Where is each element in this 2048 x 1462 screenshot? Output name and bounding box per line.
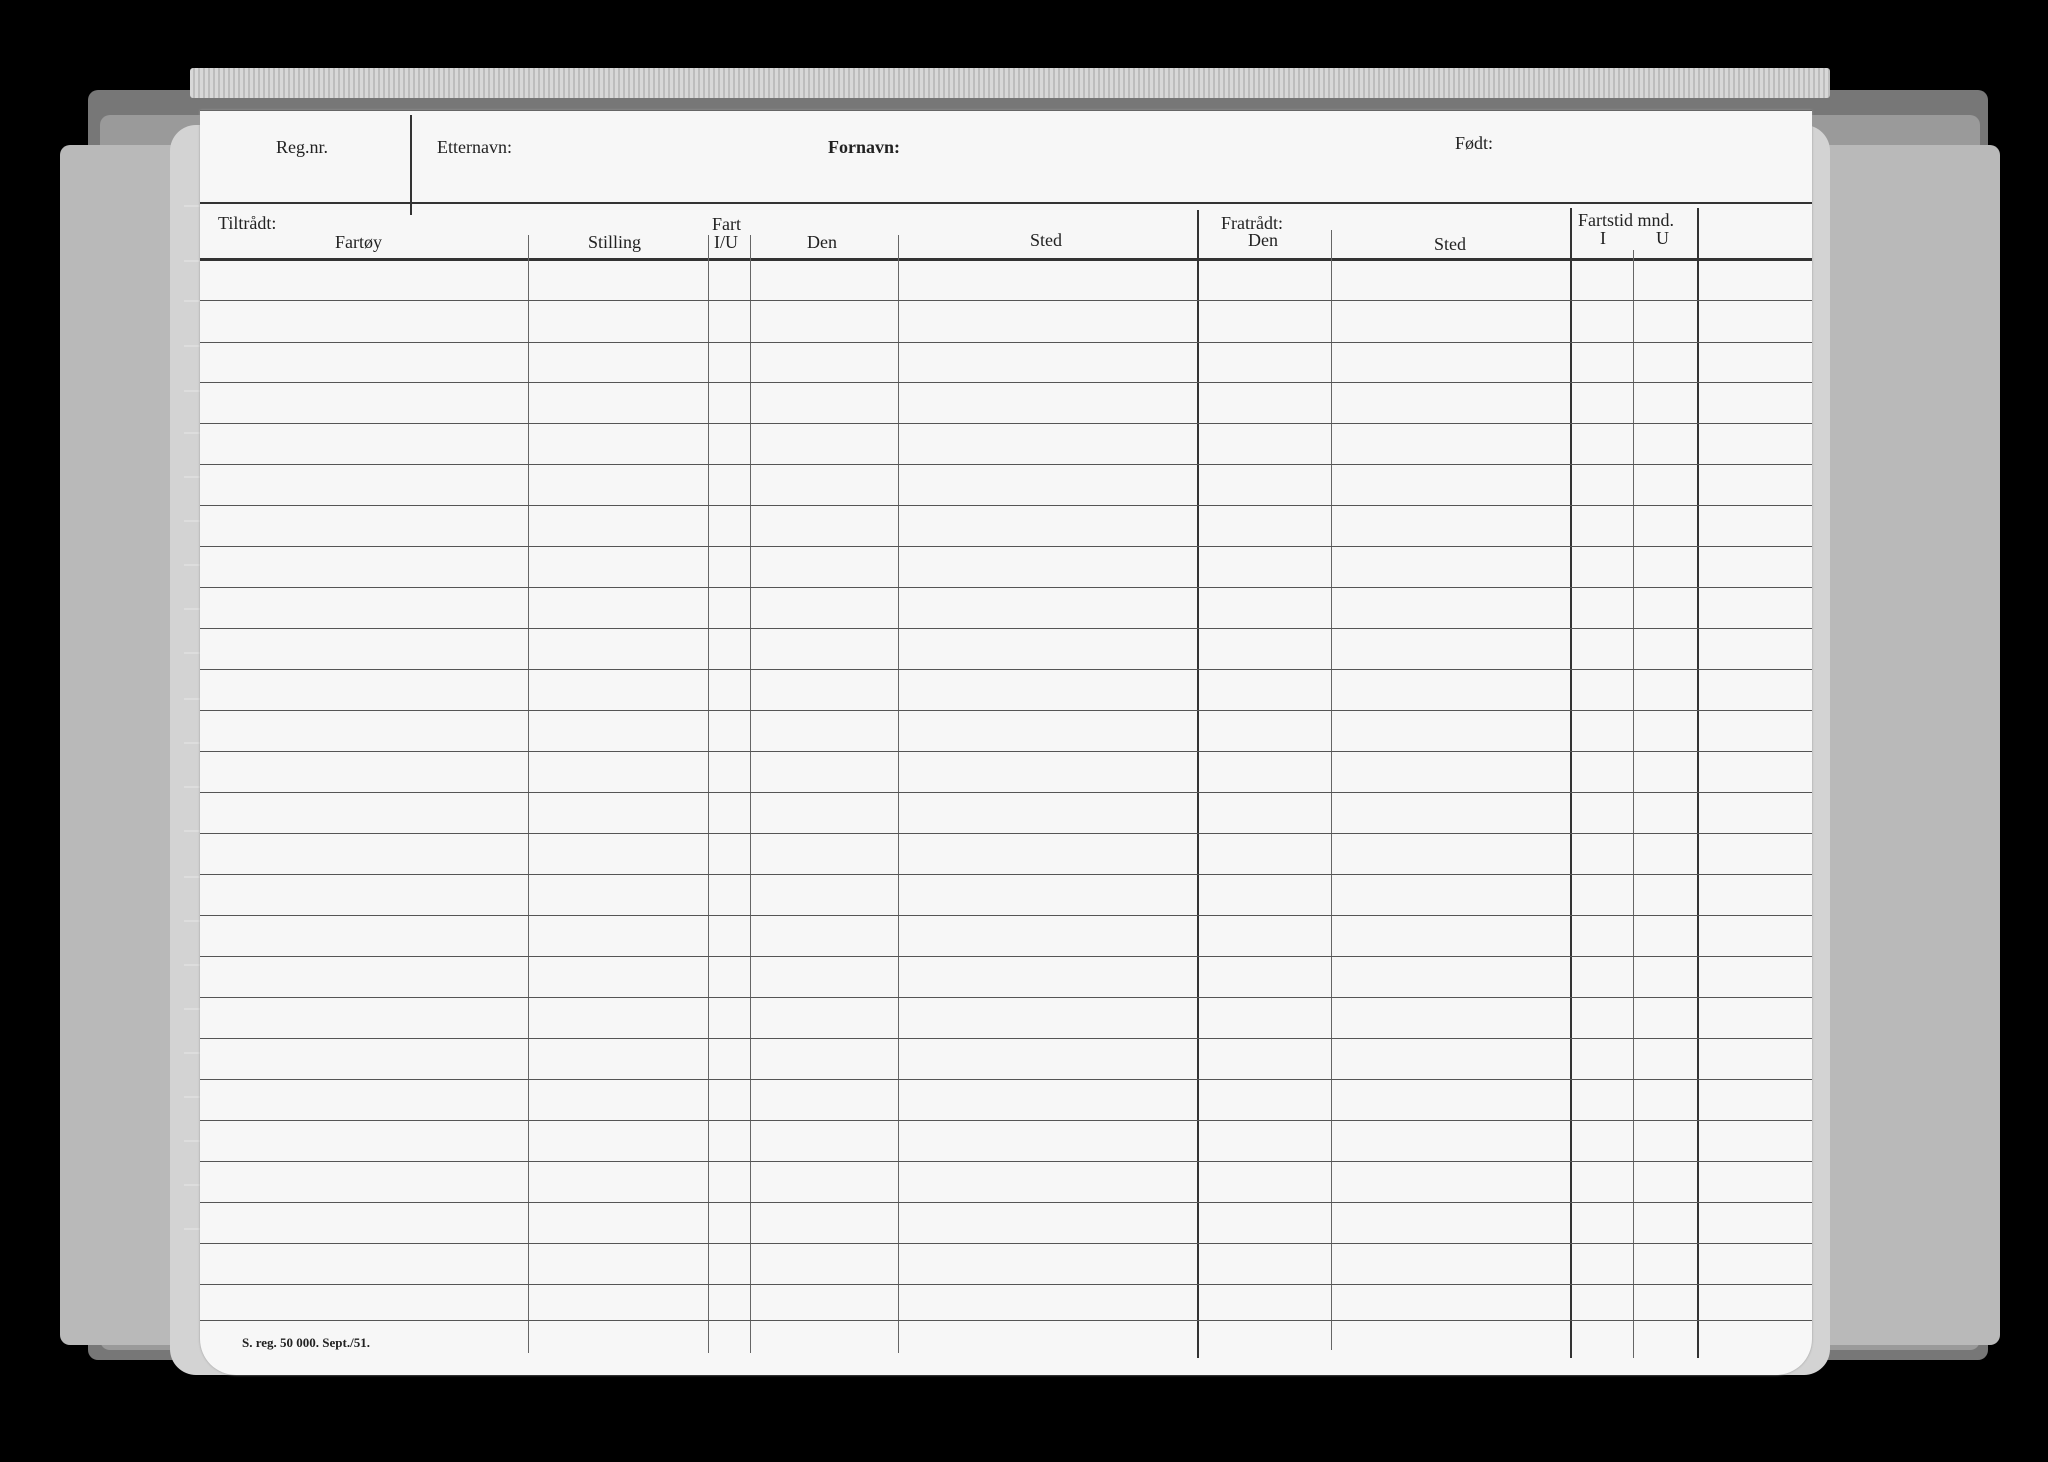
fratradt-sted-header: Sted	[1434, 234, 1467, 254]
header-bottom-line	[200, 202, 1812, 204]
column-line	[708, 235, 709, 1353]
row-line	[200, 997, 1812, 998]
row-line	[200, 423, 1812, 424]
row-line	[200, 874, 1812, 875]
row-line	[200, 1243, 1812, 1244]
column-line	[898, 235, 899, 1353]
etternavn-label: Etternavn:	[437, 137, 512, 157]
row-line	[200, 669, 1812, 670]
row-line	[200, 1120, 1812, 1121]
row-line	[200, 1202, 1812, 1203]
row-line	[200, 300, 1812, 301]
den-header: Den	[807, 232, 837, 252]
fartoy-header: Fartøy	[335, 232, 382, 252]
column-line	[750, 235, 751, 1353]
row-line	[200, 1284, 1812, 1285]
fodt-label: Født:	[1455, 133, 1494, 153]
row-line	[200, 915, 1812, 916]
fart-iu-header: I/U	[714, 232, 738, 252]
fartstid-divider	[1570, 208, 1572, 1358]
row-line	[200, 587, 1812, 588]
row-line	[200, 1079, 1812, 1080]
fartstid-header: Fartstid mnd.	[1578, 210, 1675, 230]
card-edges-strip	[190, 68, 1830, 98]
row-line	[200, 710, 1812, 711]
fornavn-label: Fornavn:	[828, 137, 900, 157]
fart-header: Fart	[712, 214, 741, 234]
tiltradt-label: Tiltrådt:	[218, 213, 277, 233]
fartstid-i-header: I	[1600, 228, 1606, 248]
fartstid-u-header: U	[1656, 228, 1669, 248]
row-line	[200, 833, 1812, 834]
row-line	[200, 505, 1812, 506]
row-line	[200, 546, 1812, 547]
column-line	[1633, 250, 1634, 1358]
row-line	[200, 1320, 1812, 1321]
fratradt-label: Fratrådt:	[1221, 213, 1283, 233]
row-line	[200, 1161, 1812, 1162]
column-line	[1331, 230, 1332, 1350]
row-line	[200, 382, 1812, 383]
row-line	[200, 792, 1812, 793]
header-top-line	[200, 110, 1812, 111]
column-line	[528, 235, 529, 1353]
row-line	[200, 751, 1812, 752]
registration-card	[200, 110, 1812, 1375]
stilling-header: Stilling	[588, 232, 642, 252]
row-line	[200, 628, 1812, 629]
row-line	[200, 342, 1812, 343]
footer-print-info: S. reg. 50 000. Sept./51.	[242, 1335, 370, 1350]
row-line	[200, 956, 1812, 957]
sted-header: Sted	[1030, 230, 1063, 250]
reg-nr-label: Reg.nr.	[276, 137, 328, 157]
row-line	[200, 1038, 1812, 1039]
fartstid-right-divider	[1697, 208, 1699, 1358]
row-line	[200, 464, 1812, 465]
fratradt-den-header: Den	[1248, 230, 1278, 250]
header-divider	[410, 115, 412, 215]
